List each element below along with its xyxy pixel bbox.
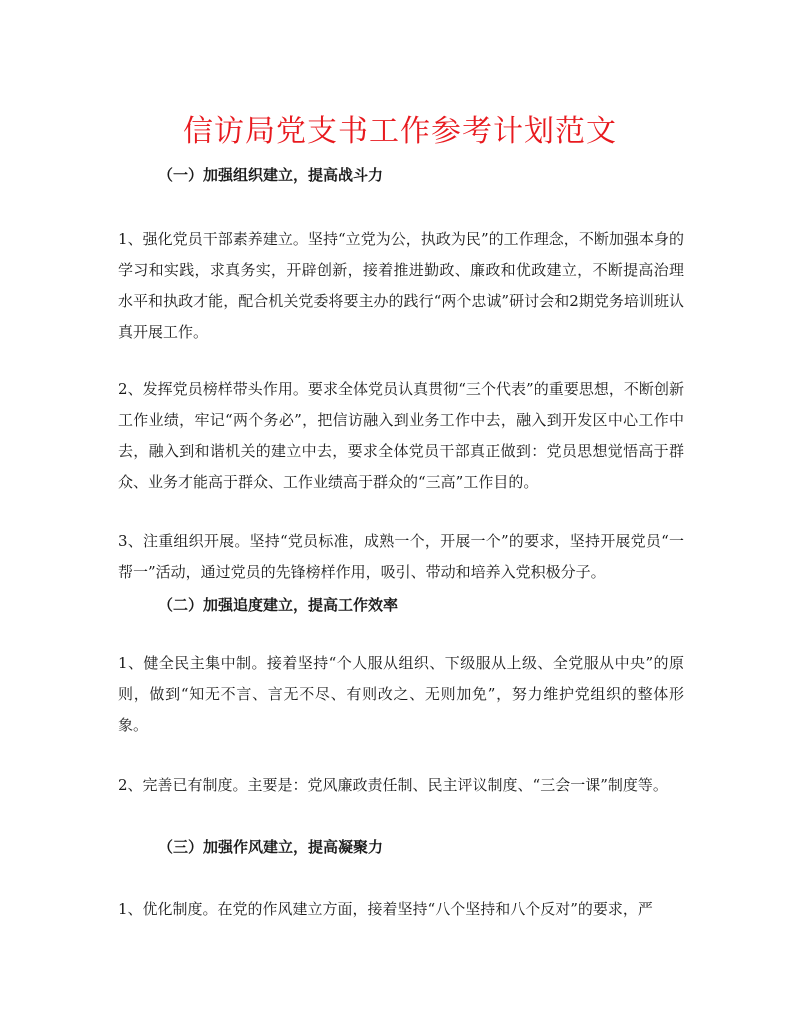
paragraph-3-1: 1、优化制度。在党的作风建立方面，接着坚持“八个坚持和八个反对”的要求，严 [118,900,653,918]
paragraph-2-2: 2、完善已有制度。主要是：党风廉政责任制、民主评议制度、“三会一课”制度等。 [118,776,668,794]
paragraph-2-1: 1、健全民主集中制。接着坚持“个人服从组织、下级服从上级、全党服从中央”的原则，做到“知无不言、言无不尽、有则改之、无则加免”，努力维护党组织的整体形象。 [118,654,684,734]
section-heading-1: （一）加强组织建立，提高战斗力 [158,166,384,184]
paragraph-1-3: 3、注重组织开展。坚持“党员标准，成熟一个，开展一个”的要求，坚持开展党员“一帮一”活动，通过党员的先锋榜样作用，吸引、带动和培养入党积极分子。 [118,532,684,581]
section-heading-3: （三）加强作风建立，提高凝聚力 [158,838,384,856]
paragraph-1-1: 1、强化党员干部素养建立。坚持“立党为公，执政为民”的工作理念，不断加强本身的学习和实践，求真务实，开辟创新，接着推进勤政、廉政和优政建立，不断提高治理水平和执政才能，配合机关党委将要主办的践行“两个忠诚”研讨会和2期党务培训班认真开展工作。 [118,230,684,341]
document-title: 信访局党支书工作参考计划范文 [183,114,617,149]
paragraph-1-2: 2、发挥党员榜样带头作用。要求全体党员认真贯彻“三个代表”的重要思想，不断创新工作业绩，牢记“两个务必”，把信访融入到业务工作中去，融入到开发区中心工作中去，融入到和谐机关的建立中去，要求全体党员干部真正做到：党员思想觉悟高于群众、业务才能高于群众、工作业绩高于群众的“三高”工作目的。 [118,380,684,491]
section-heading-2: （二）加强追度建立，提高工作效率 [158,596,399,614]
